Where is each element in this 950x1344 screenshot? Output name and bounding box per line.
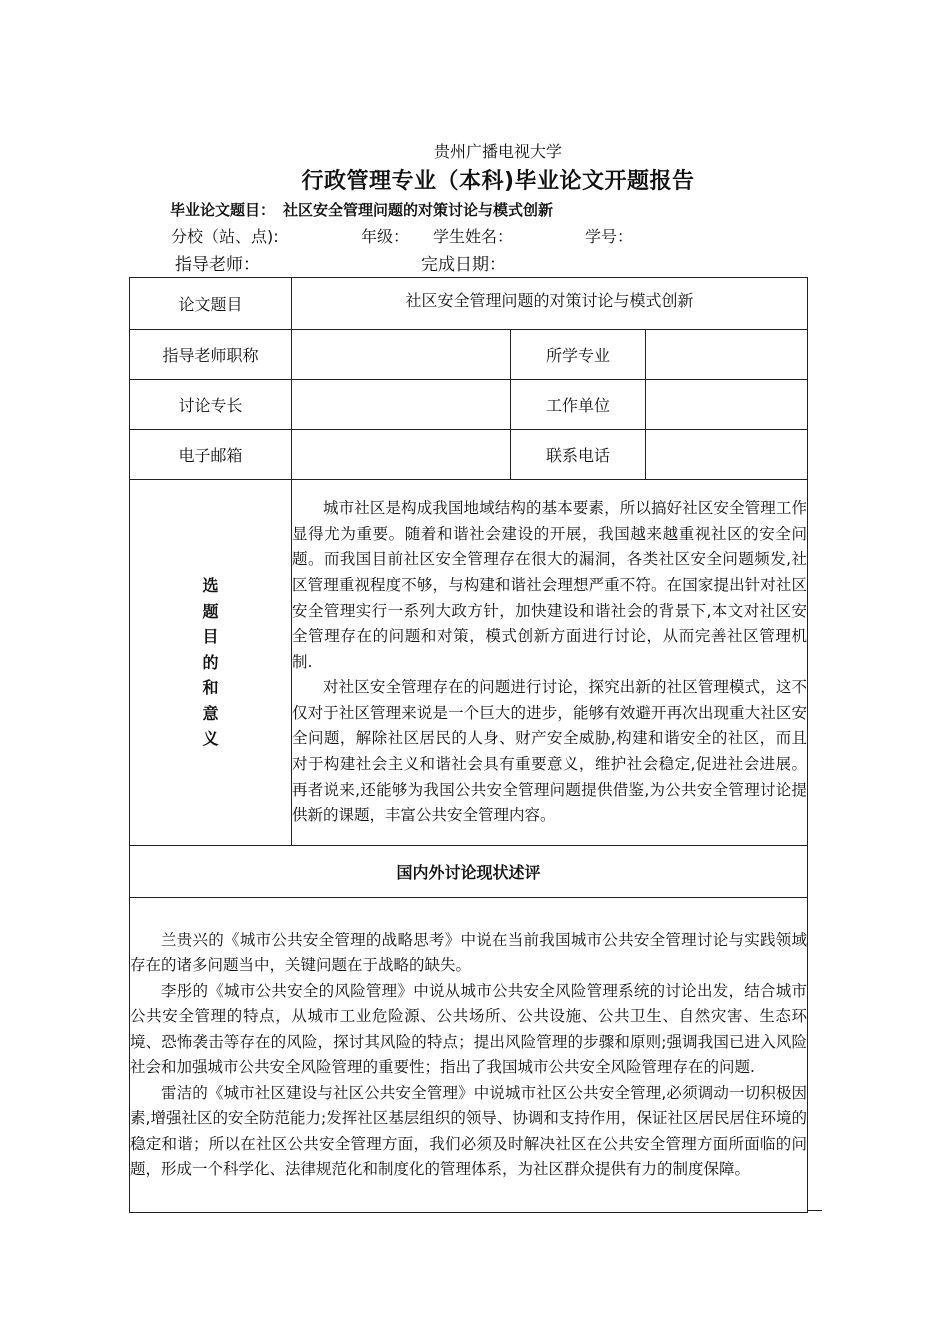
thesis-subject-label: 毕业论文题目：	[170, 201, 276, 219]
phone-label: 联系电话	[545, 446, 610, 465]
topic-value-cell	[292, 278, 808, 330]
phone-value-cell	[646, 430, 808, 480]
review-heading: 国内外讨论现状述评	[396, 863, 541, 882]
review-content-cell	[130, 898, 808, 1213]
campus-label: 分校（站、点):	[171, 227, 279, 246]
student-name-label: 学生姓名：	[433, 227, 514, 246]
review-paragraph: 兰贵兴的《城市公共安全管理的战略思考》中说在当前我国城市公共安全管理讨论与实践领域存在的诸多问题当中，关键问题在于战略的缺失。	[130, 930, 808, 974]
topic-label: 论文题目	[178, 295, 243, 314]
purpose-label-char: 义	[202, 729, 219, 749]
advisor-title-label: 指导老师职称	[162, 346, 259, 365]
review-heading-cell	[130, 846, 808, 898]
purpose-label-char: 的	[202, 652, 219, 672]
advisor-label: 指导老师：	[175, 255, 260, 275]
review-paragraph: 雷洁的《城市社区建设与社区公共安全管理》中说城市社区公共安全管理,必须调动一切积极因素,增强社区的安全防范能力;发挥社区基层组织的领导、协调和支持作用，保证社区居民居住环境的稳定和谐；所以在社区公共安全管理方面，我们必须及时解决社区在公共安全管理方面所面临的问题，形成一个科学化、法律规范化和制度化的管理体系，为社区群众提供有力的制度保障。	[130, 1083, 808, 1178]
work-unit-label-cell	[511, 380, 646, 430]
email-label-cell	[130, 430, 292, 480]
email-value-cell	[292, 430, 511, 480]
table-tail-line	[807, 1210, 822, 1211]
purpose-label-char: 题	[202, 601, 219, 621]
specialty-label-cell	[130, 380, 292, 430]
thesis-subject	[170, 199, 561, 220]
purpose-label-cell	[130, 480, 292, 846]
major-label-cell	[511, 330, 646, 380]
specialty-value-cell	[292, 380, 511, 430]
purpose-content-cell	[292, 480, 808, 846]
phone-label-cell	[511, 430, 646, 480]
topic-value: 社区安全管理问题的对策讨论与模式创新	[405, 291, 694, 310]
grade-label: 年级：	[361, 227, 410, 246]
purpose-paragraph: 对社区安全管理存在的问题进行讨论，探究出新的社区管理模式，这不仅对于社区管理来说是一个巨大的进步，能够有效避开再次出现重大社区安全问题，解除社区居民的人身、财产安全威胁,构建和谐安全的社区，而且对于构建社会主义和谐社会具有重要意义，维护社会稳定,促进社会进展。再者说来,还能够为我国公共安全管理问题提供借鉴,为公共安全管理讨论提供新的课题，丰富公共安全管理内容。	[292, 678, 808, 825]
email-label: 电子邮箱	[178, 446, 243, 465]
review-paragraph: 李彤的《城市公共安全的风险管理》中说从城市公共安全风险管理系统的讨论出发，结合城市公共安全管理的特点，从城市工业危险源、公共场所、公共设施、公共卫生、自然灾害、生态环境、恐怖袭击等存在的风险，探讨其风险的特点；提出风险管理的步骤和原则;强调我国已进入风险社会和加强城市公共安全风险管理的重要性；指出了我国城市公共安全风险管理存在的问题.	[130, 981, 808, 1076]
report-table	[129, 277, 808, 1213]
major-value-cell	[646, 330, 808, 380]
report-title: 行政管理专业（本科)毕业论文开题报告	[301, 169, 695, 194]
specialty-label: 讨论专长	[178, 396, 243, 415]
major-label: 所学专业	[545, 346, 610, 365]
topic-label-cell	[130, 278, 292, 330]
work-unit-label: 工作单位	[545, 396, 610, 415]
work-unit-value-cell	[646, 380, 808, 430]
purpose-label-char: 意	[202, 703, 219, 723]
thesis-subject-value: 社区安全管理问题的对策讨论与模式创新	[283, 201, 554, 219]
student-id-label: 学号：	[585, 227, 634, 246]
completion-date-label: 完成日期：	[421, 255, 506, 275]
purpose-label-char: 选	[202, 576, 219, 596]
university-name: 贵州广播电视大学	[433, 142, 562, 161]
purpose-paragraph: 城市社区是构成我国地域结构的基本要素，所以搞好社区安全管理工作显得尤为重要。随着和谐社会建设的开展，我国越来越重视社区的安全问题。而我国目前社区安全管理存在很大的漏洞，各类社区安全问题频发,社区管理重视程度不够，与构建和谐社会理想严重不符。在国家提出针对社区安全管理实行一系列大政方针，加快建设和谐社会的背景下,本文对社区安全管理存在的问题和对策，模式创新方面进行讨论，从而完善社区管理机制.	[292, 499, 808, 671]
advisor-title-value-cell	[292, 330, 511, 380]
advisor-title-label-cell	[130, 330, 292, 380]
purpose-label-char: 目	[202, 627, 219, 647]
purpose-label-char: 和	[202, 678, 219, 698]
